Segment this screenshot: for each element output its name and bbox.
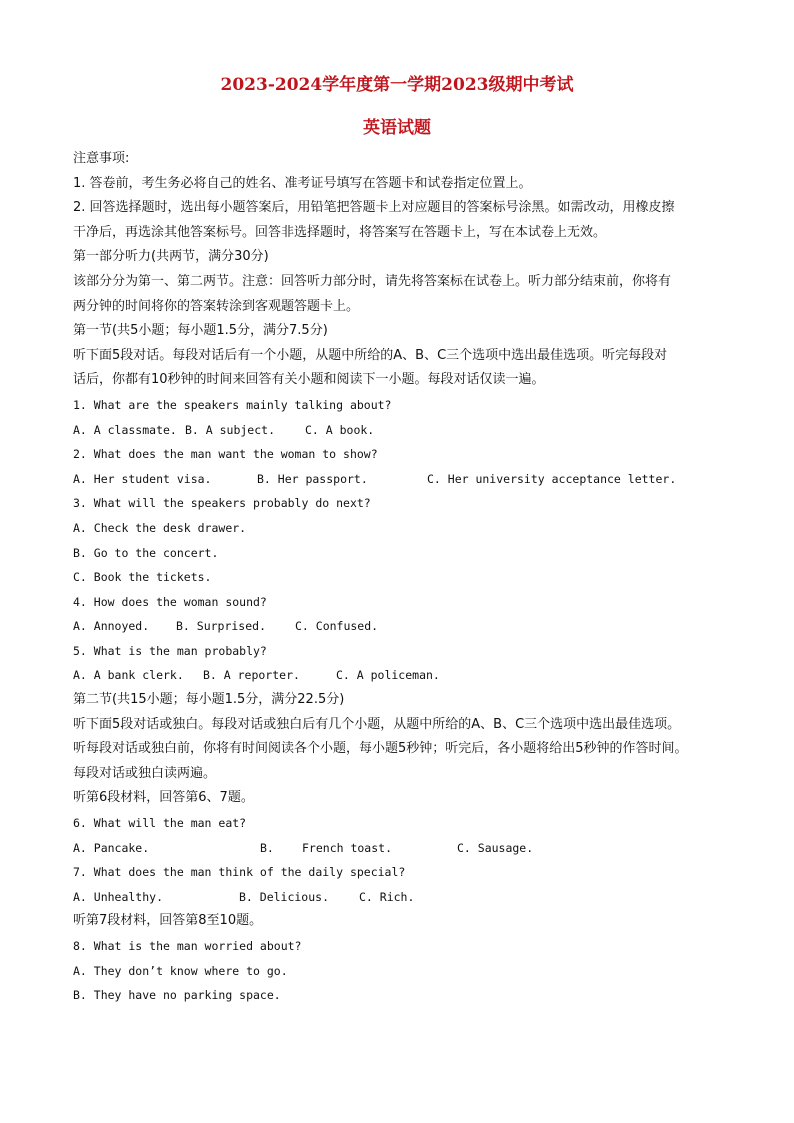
- option-b: French toast.: [302, 840, 393, 855]
- option-b-letter: B.: [260, 840, 274, 855]
- part1-intro-line-2: 两分钟的时间将你的答案转涂到客观题答题卡上。: [73, 298, 360, 314]
- section2-instr-line-3: 每段对话或独白读两遍。: [73, 765, 217, 781]
- exam-title: 2023-2024学年度第一学期2023级期中考试: [220, 75, 574, 95]
- option-b: B. A subject.: [185, 422, 276, 437]
- section1-instr-line-1: 听下面5段对话。每段对话后有一个小题，从题中所给的A、B、C三个选项中选出最佳选项。听完每段对: [73, 347, 668, 363]
- option-c: C. Rich.: [359, 889, 415, 904]
- material-7-heading: 听第7段材料，回答第8至10题。: [73, 913, 263, 929]
- question-6-options: [73, 836, 733, 861]
- option-a: A. A bank clerk.: [73, 668, 184, 683]
- option-a: A. They don’t know where to go.: [73, 963, 288, 978]
- question-1-options: [73, 418, 733, 443]
- question-4-options: [73, 614, 733, 639]
- option-a: A. Check the desk drawer.: [73, 520, 247, 535]
- exam-content: [73, 147, 733, 1008]
- exam-subtitle: 英语试题: [363, 118, 431, 138]
- option-b: B. Surprised.: [176, 619, 267, 634]
- option-c: C. A book.: [305, 422, 375, 437]
- section2-heading: 第二节(共15小题；每小题1.5分，满分22.5分): [73, 692, 345, 708]
- question-7: 7. What does the man think of the daily special?: [73, 865, 406, 880]
- option-a: A. Unhealthy.: [73, 889, 164, 904]
- question-2-options: [73, 467, 733, 492]
- part1-heading: 第一部分听力(共两节，满分30分): [73, 249, 269, 265]
- question-8: 8. What is the man worried about?: [73, 939, 302, 953]
- question-5-options: [73, 663, 733, 688]
- question-3: 3. What will the speakers probably do next?: [73, 496, 371, 511]
- option-a: A. Her student visa.: [73, 471, 212, 486]
- section1-instr-line-2: 话后，你都有10秒钟的时间来回答有关小题和阅读下一小题。每段对话仅读一遍。: [73, 372, 545, 388]
- note-2-line-1: 2. 回答选择题时，选出每小题答案后，用铅笔把答题卡上对应题目的答案标号涂黑。如需改动，用橡皮擦: [73, 200, 675, 216]
- option-c: C. A policeman.: [336, 668, 440, 683]
- section2-instr-line-2: 听每段对话或独白前，你将有时间阅读各个小题，每小题5秒钟；听完后，各小题将给出5秒钟的作答时间。: [73, 741, 688, 757]
- option-a: A. Pancake.: [73, 840, 150, 855]
- question-4: 4. How does the woman sound?: [73, 594, 267, 609]
- option-c: C. Confused.: [295, 619, 379, 634]
- section2-instr-line-1: 听下面5段对话或独白。每段对话或独白后有几个小题，从题中所给的A、B、C三个选项中选出最佳选项。: [73, 716, 681, 732]
- question-2: 2. What does the man want the woman to show?: [73, 447, 378, 462]
- option-b: B. A reporter.: [203, 668, 300, 683]
- question-7-options: [73, 885, 733, 910]
- question-6: 6. What will the man eat?: [73, 816, 247, 831]
- option-c: C. Her university acceptance letter.: [427, 471, 677, 486]
- option-c: C. Sausage.: [457, 840, 534, 855]
- option-b: B. Delicious.: [239, 889, 330, 904]
- option-a: A. A classmate.: [73, 422, 177, 437]
- question-1: 1. What are the speakers mainly talking about?: [73, 397, 392, 412]
- material-6-heading: 听第6段材料，回答第6、7题。: [73, 790, 254, 806]
- option-b: B. Her passport.: [257, 471, 368, 486]
- notes-heading: 注意事项:: [73, 151, 130, 166]
- part1-intro-line-1: 该部分分为第一、第二两节。注意：回答听力部分时，请先将答案标在试卷上。听力部分结束前，你将有: [73, 273, 672, 289]
- note-1: 1. 答卷前，考生务必将自己的姓名、准考证号填写在答题卡和试卷指定位置上。: [73, 175, 532, 191]
- option-c: C. Book the tickets.: [73, 570, 212, 585]
- option-b: B. They have no parking space.: [73, 988, 281, 1003]
- note-2-line-2: 干净后，再选涂其他答案标号。回答非选择题时，将答案写在答题卡上，写在本试卷上无效。: [73, 224, 607, 240]
- section1-heading: 第一节(共5小题；每小题1.5分，满分7.5分): [73, 323, 328, 339]
- option-b: B. Go to the concert.: [73, 545, 219, 560]
- question-5: 5. What is the man probably?: [73, 643, 267, 658]
- option-a: A. Annoyed.: [73, 619, 150, 634]
